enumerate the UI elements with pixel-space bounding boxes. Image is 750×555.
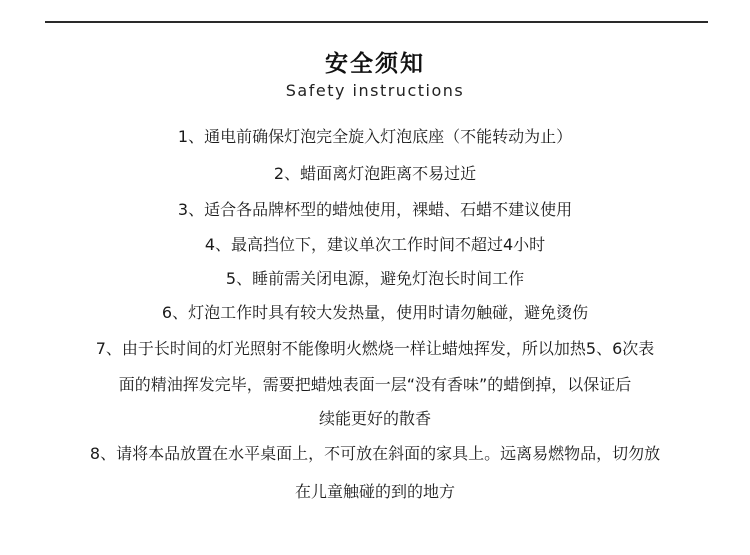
instruction-8-line-1: 8、请将本品放置在水平桌面上，不可放在斜面的家具上。远离易燃物品，切勿放 (89, 444, 661, 463)
instruction-7-line-2: 面的精油挥发完毕，需要把蜡烛表面一层“没有香味”的蜡倒掉，以保证后 (118, 375, 632, 394)
instruction-6: 6、灯泡工作时具有较大发热量，使用时请勿触碰，避免烫伤 (161, 303, 589, 322)
instruction-7-line-3: 续能更好的散香 (318, 409, 431, 428)
instruction-2: 2、蜡面离灯泡距离不易过近 (273, 164, 477, 183)
instruction-3: 3、适合各品牌杯型的蜡烛使用，裸蜡、石蜡不建议使用 (177, 200, 573, 219)
instruction-4: 4、最高挡位下，建议单次工作时间不超过4小时 (204, 235, 546, 254)
instruction-1: 1、通电前确保灯泡完全旋入灯泡底座（不能转动为止） (177, 127, 573, 146)
page-title: 安全须知 (325, 51, 425, 77)
instruction-8-line-2: 在儿童触碰的到的地方 (294, 482, 455, 501)
top-divider (45, 21, 708, 23)
instruction-7-line-1: 7、由于长时间的灯光照射不能像明火燃烧一样让蜡烛挥发，所以加热5、6次表 (95, 339, 655, 358)
page-subtitle: Safety instructions (285, 81, 465, 100)
instruction-5: 5、睡前需关闭电源，避免灯泡长时间工作 (225, 269, 525, 288)
